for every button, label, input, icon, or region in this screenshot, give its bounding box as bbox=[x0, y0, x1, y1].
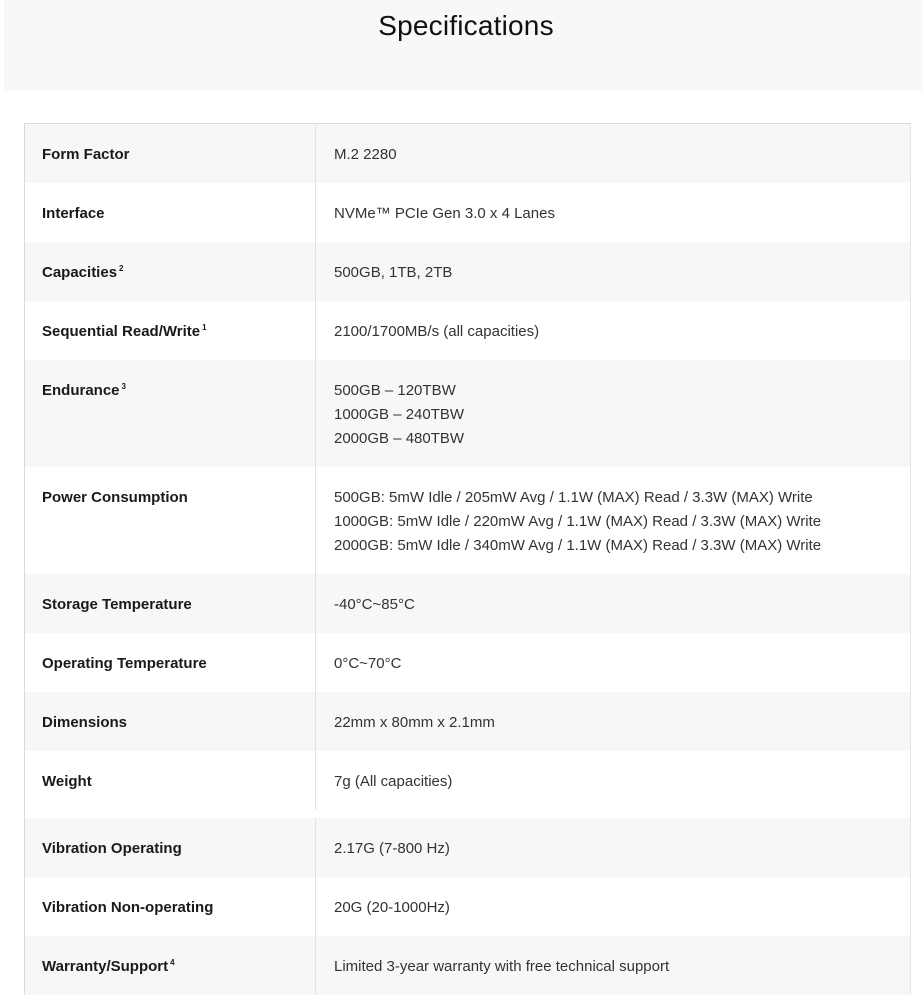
spec-label-text: Form Factor bbox=[42, 146, 130, 163]
spec-label-text: Operating Temperature bbox=[42, 655, 207, 672]
spec-row bbox=[25, 301, 910, 360]
spec-row bbox=[25, 124, 910, 183]
spec-value bbox=[316, 183, 910, 242]
spec-value-line: 0°C~70°C bbox=[334, 655, 402, 672]
spec-label bbox=[25, 692, 316, 751]
spec-row bbox=[25, 633, 910, 692]
footnote-marker: 1 bbox=[202, 323, 207, 332]
spec-value bbox=[316, 360, 910, 467]
spec-value bbox=[316, 467, 910, 574]
spec-value-line: M.2 2280 bbox=[334, 146, 397, 163]
spec-label bbox=[25, 183, 316, 242]
spec-row bbox=[25, 877, 910, 936]
spec-value-line: NVMe™ PCIe Gen 3.0 x 4 Lanes bbox=[334, 205, 555, 222]
spec-value bbox=[316, 818, 910, 877]
spec-value-line: Limited 3-year warranty with free technical support bbox=[334, 958, 670, 975]
spec-table bbox=[24, 123, 911, 995]
spec-value-line: 20G (20-1000Hz) bbox=[334, 899, 450, 916]
spec-label bbox=[25, 751, 316, 810]
spec-value-line: 500GB: 5mW Idle / 205mW Avg / 1.1W (MAX) Read / 3.3W (MAX) Write bbox=[334, 489, 813, 506]
spec-label-text: Storage Temperature bbox=[42, 596, 192, 613]
spec-row bbox=[25, 818, 910, 877]
page-title: Specifications bbox=[378, 10, 554, 41]
spec-label-text: Endurance bbox=[42, 382, 120, 399]
spec-row bbox=[25, 751, 910, 810]
footnote-marker: 3 bbox=[121, 382, 126, 391]
spec-value bbox=[316, 124, 910, 183]
spec-value-line: 2000GB: 5mW Idle / 340mW Avg / 1.1W (MAX) Read / 3.3W (MAX) Write bbox=[334, 537, 822, 554]
spec-row bbox=[25, 360, 910, 467]
spec-value-line: 1000GB: 5mW Idle / 220mW Avg / 1.1W (MAX) Read / 3.3W (MAX) Write bbox=[334, 513, 822, 530]
spec-label bbox=[25, 360, 316, 467]
spec-value bbox=[316, 301, 910, 360]
spec-label-text: Power Consumption bbox=[42, 489, 188, 506]
spec-value-line: 1000GB – 240TBW bbox=[334, 406, 465, 423]
spec-value bbox=[316, 877, 910, 936]
spec-value bbox=[316, 692, 910, 751]
spec-label bbox=[25, 467, 316, 574]
spec-label bbox=[25, 574, 316, 633]
spec-value-line: 22mm x 80mm x 2.1mm bbox=[334, 714, 495, 731]
spec-label bbox=[25, 818, 316, 877]
spec-label-text: Interface bbox=[42, 205, 105, 222]
spec-value-line: 2000GB – 480TBW bbox=[334, 430, 465, 447]
spec-label-text: Weight bbox=[42, 773, 92, 790]
spec-value bbox=[316, 574, 910, 633]
spec-value bbox=[316, 936, 910, 995]
spec-label bbox=[25, 124, 316, 183]
spec-value bbox=[316, 751, 910, 810]
spec-row bbox=[25, 692, 910, 751]
spec-row bbox=[25, 183, 910, 242]
spec-label-text: Warranty/Support bbox=[42, 958, 169, 975]
spec-label bbox=[25, 633, 316, 692]
spec-value bbox=[316, 633, 910, 692]
spec-label bbox=[25, 877, 316, 936]
spec-label bbox=[25, 242, 316, 301]
spec-value-line: 7g (All capacities) bbox=[334, 773, 453, 790]
spec-label-text: Sequential Read/Write bbox=[42, 323, 201, 340]
spec-row bbox=[25, 574, 910, 633]
spec-label-text: Dimensions bbox=[42, 714, 128, 731]
spec-value bbox=[316, 242, 910, 301]
spec-row bbox=[25, 242, 910, 301]
spec-value-line: 500GB, 1TB, 2TB bbox=[334, 264, 453, 281]
footnote-marker: 2 bbox=[119, 264, 124, 273]
spec-value-line: 2100/1700MB/s (all capacities) bbox=[334, 323, 540, 340]
spec-label-text: Vibration Operating bbox=[42, 840, 182, 857]
spec-row bbox=[25, 467, 910, 574]
spec-label-text: Vibration Non-operating bbox=[42, 899, 214, 916]
spec-value-line: 500GB – 120TBW bbox=[334, 382, 456, 399]
spec-label bbox=[25, 301, 316, 360]
spec-value-line: -40°C~85°C bbox=[334, 596, 415, 613]
spec-label-text: Capacities bbox=[42, 264, 118, 281]
spec-value-line: 2.17G (7-800 Hz) bbox=[334, 840, 450, 857]
footnote-marker: 4 bbox=[170, 958, 175, 967]
spec-row bbox=[25, 936, 910, 995]
spec-label bbox=[25, 936, 316, 995]
